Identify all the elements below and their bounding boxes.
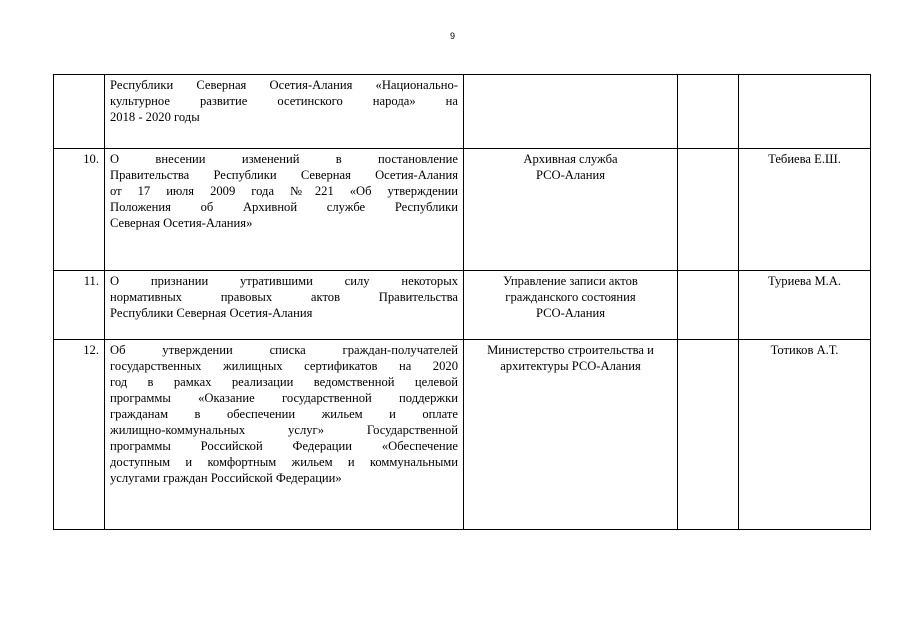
table-row	[54, 75, 871, 149]
table-body	[54, 75, 871, 530]
document-table	[53, 74, 871, 530]
responsible-person-cell	[739, 75, 871, 149]
document-title-line: Северная Осетия-Алания»	[110, 216, 253, 230]
row-number-cell	[54, 75, 105, 149]
document-title-line: программы Российской Федерации «Обеспечение	[110, 439, 458, 453]
document-title-line: программы «Оказание государственной поддержки	[110, 391, 458, 405]
document-title-line: жилищно-коммунальных услуг» Государственной	[110, 423, 458, 437]
document-title-line: Об утверждении списка граждан-получателей	[110, 343, 458, 357]
document-title-line: год в рамках реализации ведомственной целевой	[110, 375, 458, 389]
page-number: 9	[449, 31, 455, 41]
document-title-line: услугами граждан Российской Федерации»	[110, 471, 342, 485]
document-title-line: 2018 - 2020 годы	[110, 110, 200, 124]
table-row	[54, 271, 871, 340]
document-title-line: Правительства Республики Северная Осетия-Алания	[110, 168, 458, 182]
responsible-agency-cell: Министерство строительства и архитектуры РСО-Алания	[464, 340, 678, 530]
empty-column-cell	[678, 75, 739, 149]
responsible-person-cell: Тотиков А.Т.	[739, 340, 871, 530]
document-title-line: культурное развитие осетинского народа» на	[110, 94, 458, 108]
table-row	[54, 340, 871, 530]
document-title-line: государственных жилищных сертификатов на 2020	[110, 359, 458, 373]
row-number-cell: 10.	[54, 149, 105, 271]
document-title-line: Республики Северная Осетия-Алания	[110, 306, 313, 320]
document-title-cell	[105, 75, 464, 149]
document-title-line: гражданам в обеспечении жильем и оплате	[110, 407, 458, 421]
empty-column-cell	[678, 149, 739, 271]
document-title-line: Положения об Архивной службе Республики	[110, 200, 458, 214]
document-title-cell	[105, 340, 464, 530]
row-number-cell: 11.	[54, 271, 105, 340]
responsible-person-cell: Туриева М.А.	[739, 271, 871, 340]
table-row	[54, 149, 871, 271]
responsible-person-cell: Тебиева Е.Ш.	[739, 149, 871, 271]
document-title-line: Республики Северная Осетия-Алания «Национально-	[110, 78, 458, 92]
document-title-cell	[105, 271, 464, 340]
row-number-cell: 12.	[54, 340, 105, 530]
document-title-line: доступным и комфортным жильем и коммунальными	[110, 455, 458, 469]
responsible-agency-cell: Управление записи актов гражданского состояния РСО-Алания	[464, 271, 678, 340]
empty-column-cell	[678, 271, 739, 340]
document-title-line: нормативных правовых актов Правительства	[110, 290, 458, 304]
responsible-agency-cell: Архивная служба РСО-Алания	[464, 149, 678, 271]
document-title-line: О внесении изменений в постановление	[110, 152, 458, 166]
document-title-line: О признании утратившими силу некоторых	[110, 274, 458, 288]
responsible-agency-cell	[464, 75, 678, 149]
document-title-line: от 17 июля 2009 года №221 «Об утверждении	[110, 184, 458, 198]
document-title-cell	[105, 149, 464, 271]
empty-column-cell	[678, 340, 739, 530]
